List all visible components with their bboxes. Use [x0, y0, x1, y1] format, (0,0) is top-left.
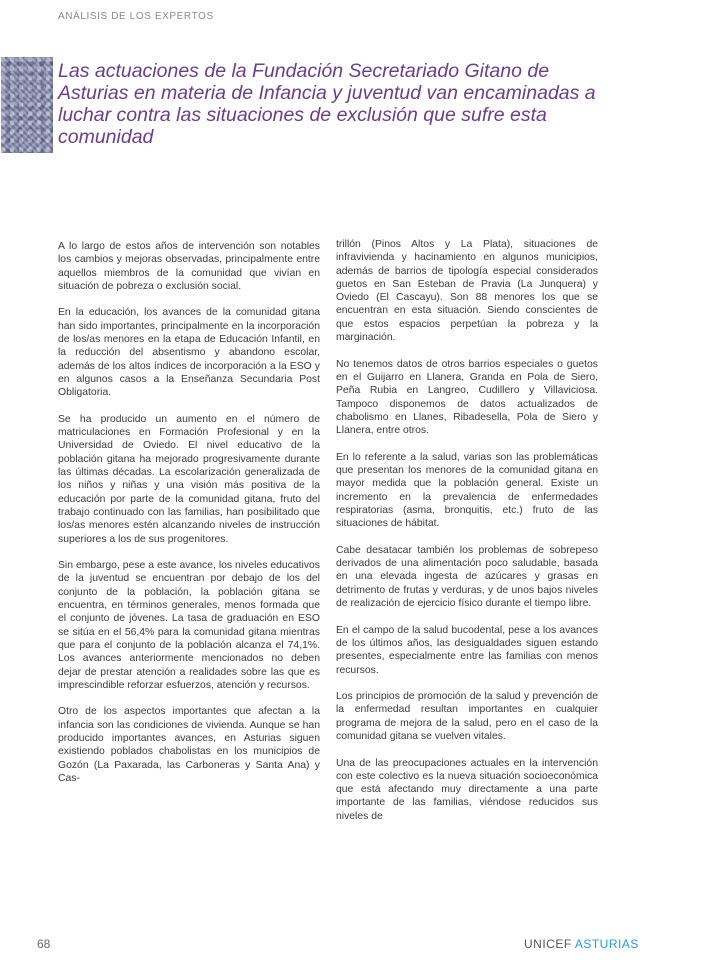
brand-secondary: ASTURIAS [574, 937, 639, 951]
brand-primary: UNICEF [524, 937, 572, 951]
page-number: 68 [37, 937, 51, 951]
right-column [336, 238, 598, 836]
left-column [58, 240, 320, 798]
paragraph: Otro de los aspectos importantes que afectan a la infancia son las condiciones de vivienda. Aunque se han producido importantes avances, en Asturias siguen existiendo poblados chabolistas en los municipios de Gozón (La Paxarada, las Carboneras y Santa Ana) y Cas- [58, 706, 320, 784]
paragraph: Se ha producido un aumento en el número de matriculaciones en Formación Profesional y en la Universidad de Oviedo. El nivel educativo de la población gitana ha mejorado progresivamente durante las últimas décadas. La escolarización generalizada de los niños y niñas y una visión más positiva de la educación por parte de la comunidad gitana, fruto del trabajo continuado con las familias, han posibilitado que los/as menores estén alcanzando niveles de instrucción superiores a los de sus progenitores. [58, 413, 320, 545]
paragraph: Una de las preocupaciones actuales en la intervención con este colectivo es la nueva situación socioeconómica que está afectando muy directamente a una parte importante de las familias, viéndose reducidos sus niveles de [336, 757, 598, 822]
decorative-texture-image [1, 57, 53, 153]
paragraph: A lo largo de estos años de intervención son notables los cambios y mejoras observadas, principalmente entre aquellos miembros de la comunidad que vivían en situación de pobreza o exclusión social. [58, 241, 320, 292]
paragraph: En lo referente a la salud, varias son las problemáticas que presentan los menores de la comunidad gitana en mayor medida que la población general. Existe un incremento en la prevalencia de enfermedades respiratorias (asma, bronquitis, etc.) fruto de las situaciones de hábitat. [336, 451, 598, 530]
paragraph: En la educación, los avances de la comunidad gitana han sido importantes, principalmente en la incorporación de los/as menores en la etapa de Educación Infantil, en la reducción del absentismo y abandono escolar, además de los altos índices de incorporación a la ESO y en algunos casos a la Enseñanza Secundaria Post Obligatoria. [58, 307, 320, 399]
paragraph: trillón (Pinos Altos y La Plata), situaciones de infravivienda y hacinamiento en algunos municipios, además de barrios de tipología especial considerados guetos en San Esteban de Pravia (La Junquera) y Oviedo (El Cascayu). Son 88 menores los que se encuentran en esta situación. Siendo conscientes de que estos espacios perpetúan la pobreza y la marginación. [336, 239, 598, 344]
article-title: Las actuaciones de la Fundación Secretariado Gitano de Asturias en materia de Infancia y juventud van encaminadas a luchar contra las situaciones de exclusión que sufre esta comunidad [58, 60, 596, 148]
paragraph: No tenemos datos de otros barrios especiales o guetos en el Guijarro en Llanera, Granda en Pola de Siero, Peña Rubia en Langreo, Cudillero y Villaviciosa. Tampoco disponemos de datos actualizados de chabolismo en Llanes, Ribadesella, Pola de Siero y Llanera, entre otros. [336, 358, 598, 437]
paragraph: Sin embargo, pese a este avance, los niveles educativos de la juventud se encuentran por debajo de los del conjunto de la población, la población gitana se encuentra, en términos generales, menos formada que el conjunto de jóvenes. La tasa de graduación en ESO se sitúa en el 56,4% para la comunidad gitana mientras que para el conjunto de la población alcanza el 74,1%. Los avances anteriormente mencionados no deben dejar de prestar atención a realidades sobre las que es imprescindible reforzar esfuerzos, atención y recursos. [58, 560, 320, 691]
section-label: ANÁLISIS DE LOS EXPERTOS [58, 11, 214, 22]
paragraph: Cabe desatacar también los problemas de sobrepeso derivados de una alimentación poco saludable, basada en una elevada ingesta de azúcares y grasas en detrimento de frutas y verduras, y de unos bajos niveles de realización de ejercicio físico durante el tiempo libre. [336, 544, 598, 610]
paragraph: Los principios de promoción de la salud y prevención de la enfermedad resultan importantes en cualquier programa de mejora de la salud, pero en el caso de la comunidad gitana se vuelven vitales. [336, 691, 598, 742]
footer-brand [524, 937, 639, 951]
paragraph: En el campo de la salud bucodental, pese a los avances de los últimos años, las desigualdades siguen estando presentes, especialmente entre las familias con menos recursos. [336, 624, 598, 676]
